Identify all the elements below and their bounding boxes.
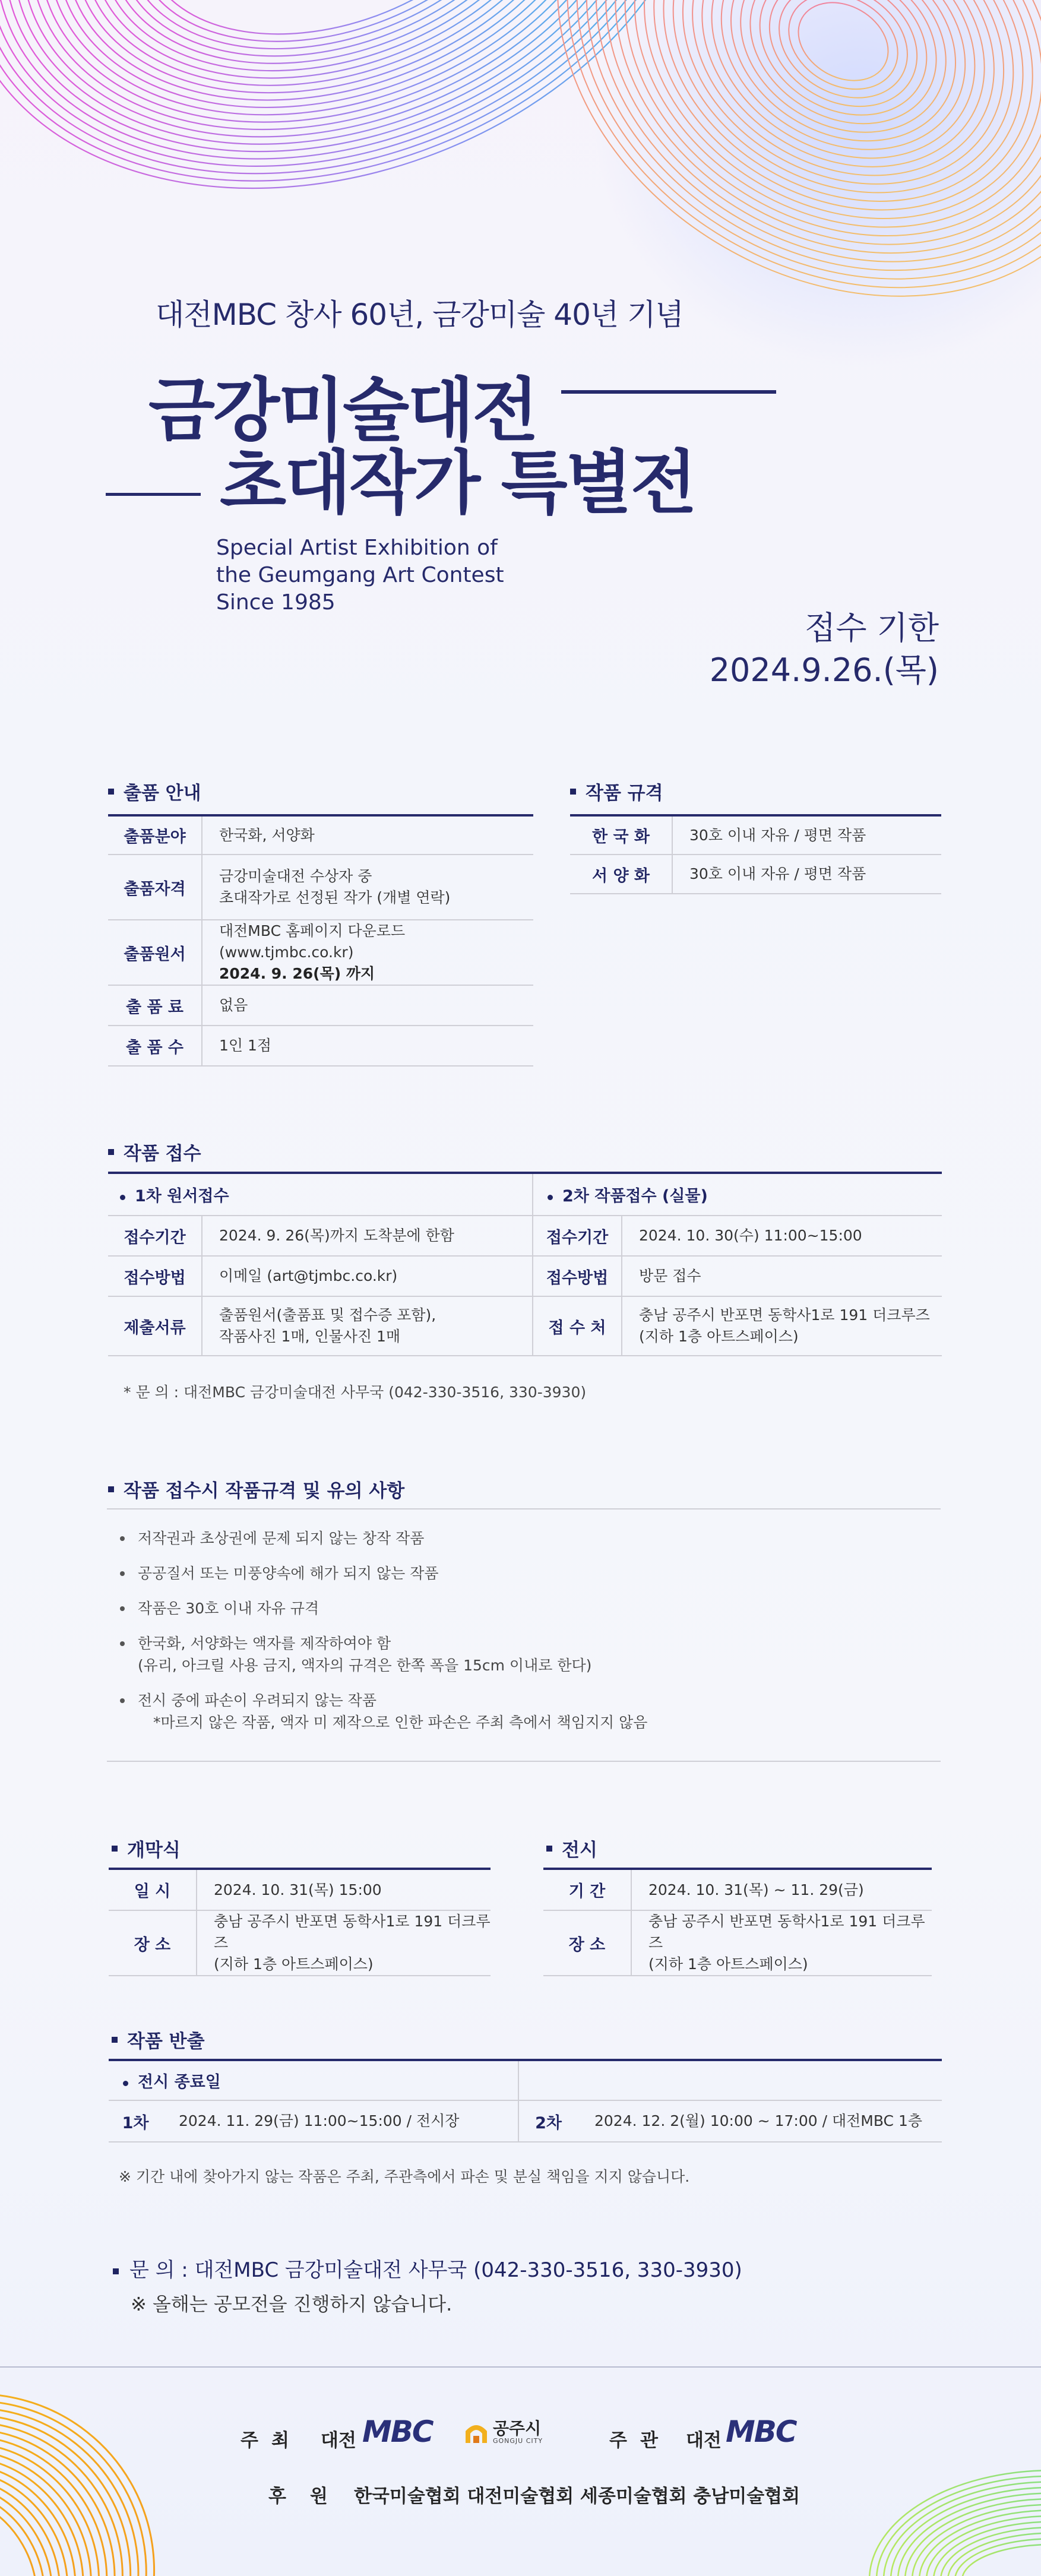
decorative-ring xyxy=(0,2339,208,2576)
section-heading-text: 작품 반출 xyxy=(127,2031,205,2052)
row-label: 1차 xyxy=(109,2100,162,2142)
decorative-ring xyxy=(905,2499,1041,2576)
table-row xyxy=(108,1173,532,1216)
section-heading-text: 작품 규격 xyxy=(586,783,663,804)
gongju-sub: GONGJU CITY xyxy=(493,2436,543,2445)
exhibition-table xyxy=(543,1868,932,1976)
opening-table xyxy=(109,1868,491,1976)
footer-sponsors xyxy=(0,2477,1041,2507)
list-item-text: 전시 중에 파손이 우려되지 않는 작품 xyxy=(138,1692,376,1709)
row-value-line: (지하 1층 아트스페이스) xyxy=(214,1955,374,1973)
table-row xyxy=(543,1869,932,1910)
title-rule xyxy=(561,390,776,394)
deadline-date: 2024.9.26.(목) xyxy=(709,651,939,689)
list-item-subtext: (유리, 아크릴 사용 금지, 액자의 규격은 한쪽 폭을 15cm 이내로 한다) xyxy=(138,1657,592,1674)
row-label: 접수기간 xyxy=(533,1216,622,1256)
table-row xyxy=(109,1869,491,1910)
row-value: 2024. 11. 29(금) 11:00~15:00 / 전시장 xyxy=(162,2100,518,2142)
row-value xyxy=(622,1296,942,1356)
table-row xyxy=(570,855,941,894)
subheading-text: 2차 작품접수 (실물) xyxy=(562,1187,708,1205)
organizer-prefix: 대전 xyxy=(686,2430,722,2451)
guide-table xyxy=(108,814,533,1067)
row-value-line: 작품사진 1매, 인물사진 1매 xyxy=(219,1328,401,1345)
row-value: 2024. 10. 31(목) ~ 11. 29(금) xyxy=(631,1869,932,1910)
dot-bullet-icon xyxy=(548,1195,553,1200)
row-value: 30호 이내 자유 / 평면 작품 xyxy=(672,815,941,855)
list-item xyxy=(107,1562,941,1584)
row-value xyxy=(202,855,533,920)
row-value-line: 금강미술대전 수상자 중 xyxy=(219,868,372,885)
row-label: 일 시 xyxy=(109,1869,197,1910)
row-value-line: 충남 공주시 반포면 동학사1로 191 더크루즈 xyxy=(648,1913,925,1951)
gongju-name: 공주시 xyxy=(493,2418,542,2438)
poster-title-line2: 초대작가 특별전 xyxy=(220,443,695,523)
section-heading-return xyxy=(112,2026,205,2053)
section-heading-text: 개막식 xyxy=(127,1840,181,1861)
list-item xyxy=(107,1689,941,1733)
row-value: 이메일 (art@tjmbc.co.kr) xyxy=(202,1256,532,1296)
row-label: 접수기간 xyxy=(108,1216,202,1256)
decorative-ring xyxy=(955,2539,1041,2576)
row-value: 없음 xyxy=(202,985,533,1026)
row-value-line: 충남 공주시 반포면 동학사1로 191 더크루즈 xyxy=(214,1913,491,1951)
row-value: 한국화, 서양화 xyxy=(202,815,533,855)
row-label: 서 양 화 xyxy=(570,855,672,894)
contact-note: ※ 올해는 공모전을 진행하지 않습니다. xyxy=(131,2293,453,2315)
decorative-ring xyxy=(0,0,689,200)
list-item-text: 저작권과 초상권에 문제 되지 않는 창작 작품 xyxy=(138,1530,425,1547)
table-row xyxy=(108,1026,533,1066)
section-heading-spec xyxy=(570,778,663,805)
square-bullet-icon xyxy=(112,1846,118,1852)
row-label: 장 소 xyxy=(543,1910,631,1976)
table-row xyxy=(108,1256,532,1296)
section-heading-caution xyxy=(108,1476,404,1502)
square-bullet-icon xyxy=(108,789,114,795)
decorative-ring xyxy=(41,0,624,142)
footer-divider xyxy=(0,2366,1041,2368)
square-bullet-icon xyxy=(108,1149,114,1155)
table-row xyxy=(109,2060,942,2100)
list-item-subtext: *마르지 않은 작품, 액자 미 제작으로 인한 파손은 주최 측에서 책임지지 않음 xyxy=(153,1714,648,1731)
section-heading-guide xyxy=(108,778,201,805)
section-heading-opening xyxy=(112,1835,181,1862)
row-value: 2024. 9. 26(목)까지 도착분에 한함 xyxy=(202,1216,532,1256)
row-value xyxy=(197,1910,491,1976)
row-label: 장 소 xyxy=(109,1910,197,1976)
row-value-line: (지하 1층 아트스페이스) xyxy=(648,1955,808,1973)
square-bullet-icon xyxy=(112,2037,118,2043)
table-row xyxy=(108,985,533,1026)
reception-first-table xyxy=(108,1172,532,1356)
subheading-cell xyxy=(109,2060,518,2100)
table-row xyxy=(108,1296,532,1356)
empty-cell xyxy=(518,2060,942,2100)
reception-second-table xyxy=(532,1172,942,1356)
subheading-cell xyxy=(108,1173,532,1216)
table-row xyxy=(533,1296,942,1356)
row-label: 기 간 xyxy=(543,1869,631,1910)
row-label: 출품분야 xyxy=(108,815,202,855)
reception-inquiry-note: * 문 의 : 대전MBC 금강미술대전 사무국 (042-330-3516, 330-3930) xyxy=(124,1384,587,1401)
contact-text: 문 의 : 대전MBC 금강미술대전 사무국 (042-330-3516, 330-3930) xyxy=(129,2258,742,2282)
square-bullet-icon xyxy=(108,1486,114,1492)
row-value: 방문 접수 xyxy=(622,1256,942,1296)
contact-line xyxy=(113,2254,742,2283)
gongju-emblem-icon xyxy=(463,2419,489,2445)
section-heading-text: 출품 안내 xyxy=(124,783,201,804)
row-label: 출품자격 xyxy=(108,855,202,920)
square-bullet-icon xyxy=(546,1846,552,1852)
row-value xyxy=(631,1910,932,1976)
host-prefix: 대전 xyxy=(321,2430,356,2451)
row-label: 접수방법 xyxy=(533,1256,622,1296)
decorative-ring xyxy=(62,0,602,122)
row-value: 1인 1점 xyxy=(202,1026,533,1066)
row-value-line: 2024. 9. 26(목) 까지 xyxy=(219,965,375,982)
table-row xyxy=(543,1910,932,1976)
row-label: 접 수 처 xyxy=(533,1296,622,1356)
table-row xyxy=(108,855,533,920)
row-value-line: 충남 공주시 반포면 동학사1로 191 더크루즈 xyxy=(639,1306,930,1324)
table-row xyxy=(109,1910,491,1976)
row-label: 출 품 료 xyxy=(108,985,202,1026)
row-label: 출품원서 xyxy=(108,920,202,985)
table-row xyxy=(570,815,941,855)
return-table xyxy=(109,2059,942,2143)
sponsor-label: 후원 xyxy=(268,2486,352,2507)
row-value: 30호 이내 자유 / 평면 작품 xyxy=(672,855,941,894)
list-item-text: 한국화, 서양화는 액자를 제작하여야 함 xyxy=(138,1635,391,1652)
title-rule xyxy=(106,493,201,496)
row-label: 한 국 화 xyxy=(570,815,672,855)
list-item xyxy=(107,1527,941,1549)
list-item-text: 공공질서 또는 미풍양속에 해가 되지 않는 작품 xyxy=(138,1565,439,1582)
gongju-logo xyxy=(463,2419,543,2445)
organizer-label: 주관 xyxy=(609,2430,671,2451)
mbc-logo: MBC xyxy=(726,2414,796,2449)
square-bullet-icon xyxy=(113,2268,119,2274)
row-value: 2024. 10. 30(수) 11:00~15:00 xyxy=(622,1216,942,1256)
decorative-ring xyxy=(0,0,667,181)
table-row xyxy=(108,920,533,985)
english-title-line: the Geumgang Art Contest xyxy=(216,563,504,587)
section-heading-reception xyxy=(108,1138,201,1165)
row-value xyxy=(202,920,533,985)
host-label: 주최 xyxy=(241,2430,302,2451)
table-row xyxy=(533,1256,942,1296)
deadline-label: 접수 기한 xyxy=(805,609,939,647)
row-value-line: 출품원서(출품표 및 접수증 포함), xyxy=(219,1306,436,1324)
subheading-text: 1차 원서접수 xyxy=(135,1187,229,1205)
row-label: 제출서류 xyxy=(108,1296,202,1356)
table-row xyxy=(533,1173,942,1216)
row-value-line: 초대작가로 선정된 작가 (개별 연락) xyxy=(219,889,451,906)
sponsor-list: 한국미술협회 대전미술협회 세종미술협회 충남미술협회 xyxy=(354,2486,800,2507)
list-item-text: 작품은 30호 이내 자유 규격 xyxy=(138,1600,319,1617)
poster-title-line1: 금강미술대전 xyxy=(148,371,537,451)
dot-bullet-icon xyxy=(120,1195,125,1200)
section-heading-exhibition xyxy=(546,1835,597,1862)
row-value xyxy=(202,1296,532,1356)
subheading-cell xyxy=(533,1173,942,1216)
row-label: 출 품 수 xyxy=(108,1026,202,1066)
decorative-ring xyxy=(73,0,591,112)
row-label: 2차 xyxy=(518,2100,578,2142)
row-value-line: 대전MBC 홈페이지 다운로드 (www.tjmbc.co.kr) xyxy=(219,922,406,961)
row-label: 접수방법 xyxy=(108,1256,202,1296)
row-value: 2024. 10. 31(목) 15:00 xyxy=(197,1869,491,1910)
english-title-line: Special Artist Exhibition of xyxy=(216,536,498,560)
decorative-ring xyxy=(0,2369,177,2576)
section-heading-text: 전시 xyxy=(562,1840,597,1861)
table-row xyxy=(533,1216,942,1256)
row-value-line: (지하 1층 아트스페이스) xyxy=(639,1328,799,1345)
section-heading-text: 작품 접수시 작품규격 및 유의 사항 xyxy=(124,1480,405,1502)
list-item xyxy=(107,1632,941,1676)
caution-list xyxy=(107,1508,941,1762)
footer-hosts xyxy=(0,2414,1041,2454)
dot-bullet-icon xyxy=(123,2081,128,2086)
section-heading-text: 작품 접수 xyxy=(124,1143,201,1164)
return-note: ※ 기간 내에 찾아가지 않는 작품은 주최, 주관측에서 파손 및 분실 책임을 지지 않습니다. xyxy=(119,2168,690,2185)
table-row xyxy=(109,2100,942,2142)
square-bullet-icon xyxy=(570,789,576,795)
table-row xyxy=(108,1216,532,1256)
mbc-logo: MBC xyxy=(362,2414,433,2449)
english-title xyxy=(216,534,572,616)
english-title-line: Since 1985 xyxy=(216,590,336,615)
list-item xyxy=(107,1597,941,1619)
subheading-text: 전시 종료일 xyxy=(138,2073,221,2091)
row-value: 2024. 12. 2(월) 10:00 ~ 17:00 / 대전MBC 1층 xyxy=(578,2100,942,2142)
spec-table xyxy=(570,814,941,894)
poster-subtitle: 대전MBC 창사 60년, 금강미술 40년 기념 xyxy=(156,298,684,332)
table-row xyxy=(108,815,533,855)
